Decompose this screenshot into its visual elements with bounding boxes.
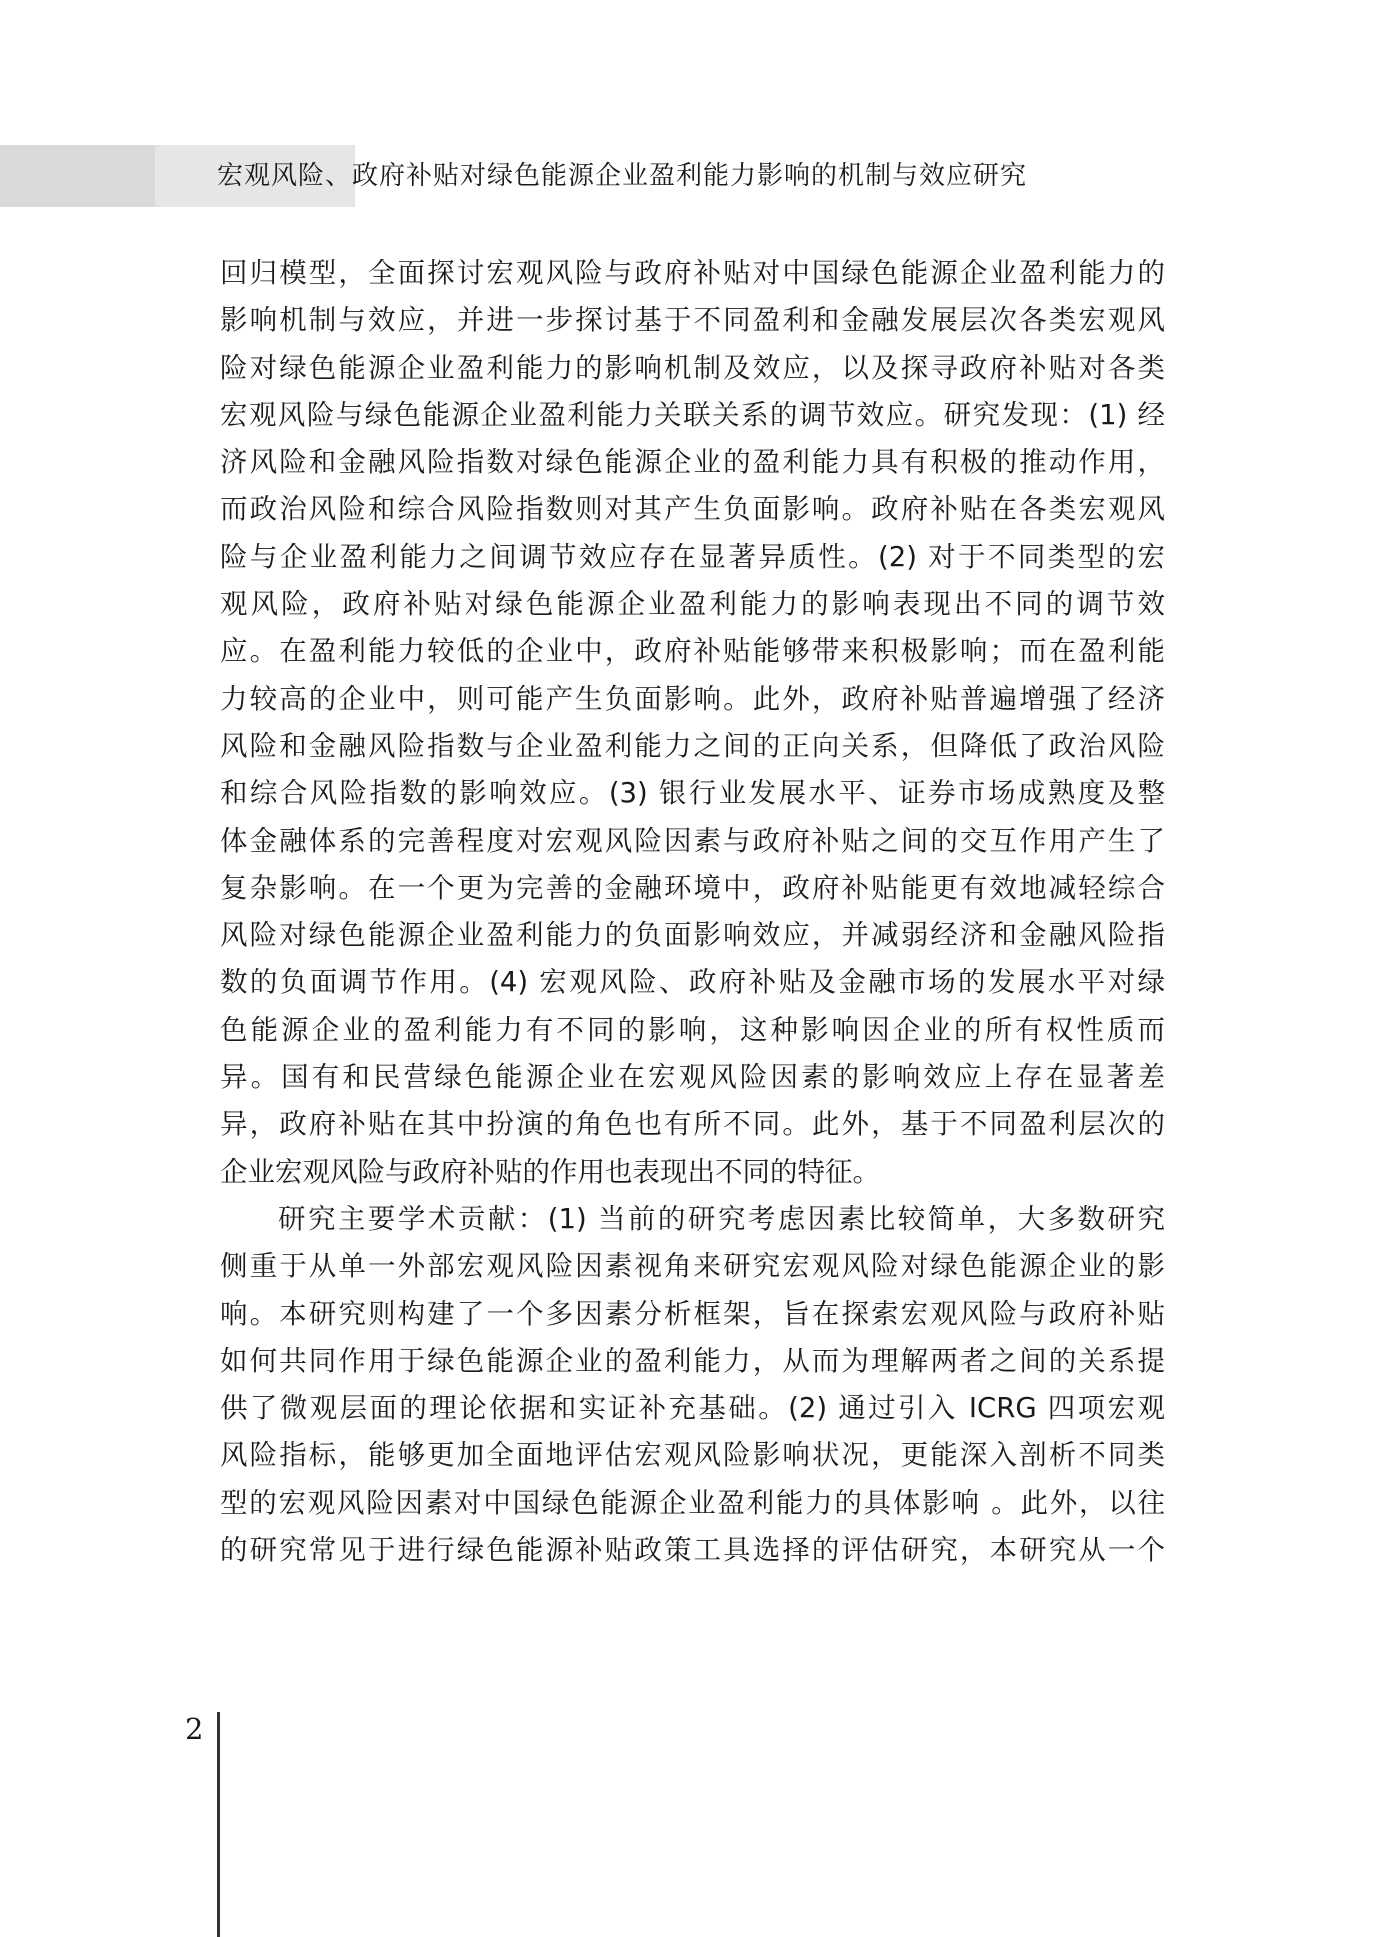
text-line: 宏观风险与绿色能源企业盈利能力关联关系的调节效应。研究发现：(1) 经 [220, 398, 1165, 431]
text-line: 而政治风险和综合风险指数则对其产生负面影响。政府补贴在各类宏观风 [220, 493, 1165, 526]
text-line: 影响机制与效应，并进一步探讨基于不同盈利和金融发展层次各类宏观风 [220, 304, 1165, 337]
running-title: 宏观风险、政府补贴对绿色能源企业盈利能力影响的机制与效应研究 [217, 161, 1028, 191]
text-line: 险对绿色能源企业盈利能力的影响机制及效应，以及探寻政府补贴对各类 [220, 351, 1165, 384]
page-margin-rule [217, 1712, 220, 1937]
text-line: 研究主要学术贡献：(1) 当前的研究考虑因素比较简单，大多数研究 [278, 1202, 1165, 1235]
text-line: 响。本研究则构建了一个多因素分析框架，旨在探索宏观风险与政府补贴 [220, 1297, 1165, 1330]
text-line: 济风险和金融风险指数对绿色能源企业的盈利能力具有积极的推动作用， [220, 446, 1165, 479]
text-line: 风险对绿色能源企业盈利能力的负面影响效应，并减弱经济和金融风险指 [220, 919, 1165, 952]
text-line: 供了微观层面的理论依据和实证补充基础。(2) 通过引入 ICRG 四项宏观 [220, 1392, 1165, 1425]
text-line: 回归模型，全面探讨宏观风险与政府补贴对中国绿色能源企业盈利能力的 [220, 257, 1165, 289]
text-line: 异，政府补贴在其中扮演的角色也有所不同。此外，基于不同盈利层次的 [220, 1108, 1165, 1141]
text-line: 企业宏观风险与政府补贴的作用也表现出不同的特征。 [220, 1155, 880, 1188]
text-line: 如何共同作用于绿色能源企业的盈利能力，从而为理解两者之间的关系提 [220, 1344, 1165, 1377]
text-line: 应。在盈利能力较低的企业中，政府补贴能够带来积极影响；而在盈利能 [220, 635, 1165, 668]
text-line: 的研究常见于进行绿色能源补贴政策工具选择的评估研究，本研究从一个 [220, 1534, 1165, 1567]
text-line: 体金融体系的完善程度对宏观风险因素与政府补贴之间的交互作用产生了 [220, 824, 1165, 857]
text-line: 风险指标，能够更加全面地评估宏观风险影响状况，更能深入剖析不同类 [220, 1439, 1165, 1472]
page-number: 2 [185, 1712, 204, 1746]
text-line: 复杂影响。在一个更为完善的金融环境中，政府补贴能更有效地减轻综合 [220, 871, 1165, 904]
text-line: 色能源企业的盈利能力有不同的影响，这种影响因企业的所有权性质而 [220, 1013, 1165, 1046]
body-text [220, 250, 1165, 1574]
text-line: 型的宏观风险因素对中国绿色能源企业盈利能力的具体影响 。此外，以往 [220, 1486, 1165, 1519]
text-line: 风险和金融风险指数与企业盈利能力之间的正向关系，但降低了政治风险 [220, 729, 1165, 762]
text-line: 观风险，政府补贴对绿色能源企业盈利能力的影响表现出不同的调节效 [220, 588, 1165, 621]
text-line: 和综合风险指数的影响效应。(3) 银行业发展水平、证券市场成熟度及整 [220, 777, 1165, 810]
text-line: 异。国有和民营绿色能源企业在宏观风险因素的影响效应上存在显著差 [220, 1061, 1165, 1094]
text-line: 侧重于从单一外部宏观风险因素视角来研究宏观风险对绿色能源企业的影 [220, 1250, 1165, 1283]
text-line: 险与企业盈利能力之间调节效应存在显著异质性。(2) 对于不同类型的宏 [220, 540, 1165, 573]
text-line: 力较高的企业中，则可能产生负面影响。此外，政府补贴普遍增强了经济 [220, 682, 1165, 715]
text-line: 数的负面调节作用。(4) 宏观风险、政府补贴及金融市场的发展水平对绿 [220, 966, 1165, 999]
